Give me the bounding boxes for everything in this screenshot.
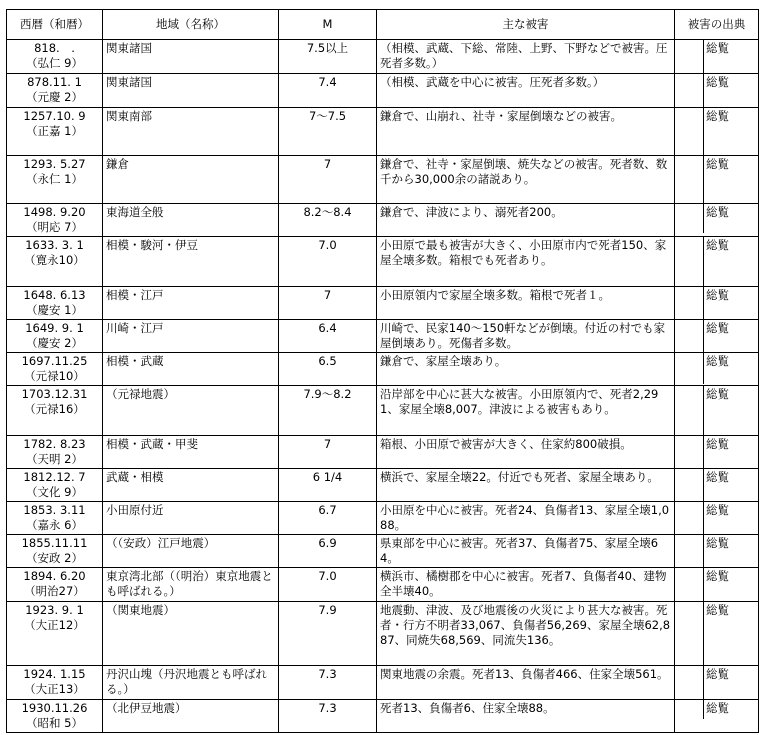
earthquake-table-container	[6, 9, 759, 733]
source-cell-inner	[675, 74, 758, 107]
source-label: 総覧	[706, 354, 729, 368]
cell-era: （元禄16）	[24, 402, 85, 416]
cell-year	[7, 40, 103, 74]
cell-year	[7, 436, 103, 469]
cell-source	[675, 386, 759, 436]
source-label: 総覧	[706, 205, 729, 219]
source-label: 総覧	[706, 701, 729, 715]
cell-source	[675, 40, 759, 74]
cell-magnitude: 6.7	[279, 502, 377, 535]
cell-year	[7, 108, 103, 156]
source-label: 総覧	[706, 109, 729, 123]
source-label: 総覧	[706, 387, 729, 401]
cell-damage: 鎌倉で、社寺・家屋倒壊、焼失などの被害。死者数、数千から30,000余の諸説あり。	[377, 156, 675, 204]
table-row	[7, 237, 759, 287]
cell-year	[7, 320, 103, 353]
cell-region: （北伊豆地震）	[103, 700, 279, 733]
source-cell-inner	[675, 156, 758, 203]
cell-magnitude: 7	[279, 287, 377, 320]
source-cell-inner	[675, 386, 758, 435]
source-divider	[675, 568, 704, 601]
cell-magnitude: 6.9	[279, 535, 377, 568]
cell-date: 1782. 8.23	[23, 437, 86, 451]
cell-region: 相模・江戸	[103, 287, 279, 320]
cell-date: 1257.10. 9	[23, 109, 86, 123]
cell-source	[675, 237, 759, 287]
source-cell-inner	[675, 204, 758, 233]
source-cell-inner	[675, 568, 758, 601]
cell-date: 1924. 1.15	[23, 667, 86, 681]
cell-damage: 小田原を中心に被害。死者24、負傷者13、家屋全壊1,088。	[377, 502, 675, 535]
cell-year	[7, 602, 103, 666]
cell-magnitude: 6.4	[279, 320, 377, 353]
cell-era: （天明 2）	[26, 452, 83, 466]
table-row	[7, 353, 759, 386]
cell-region: 相模・駿河・伊豆	[103, 237, 279, 287]
cell-era: （明治27）	[24, 584, 85, 598]
cell-damage: （相模、武蔵を中心に被害。圧死者多数。）	[377, 74, 675, 108]
source-divider	[675, 386, 704, 435]
cell-region: 鎌倉	[103, 156, 279, 204]
cell-source	[675, 74, 759, 108]
cell-date: 1894. 6.20	[23, 569, 86, 583]
cell-damage: 鎌倉で、津波により、溺死者200。	[377, 204, 675, 237]
cell-date: 1498. 9.20	[23, 205, 86, 219]
source-divider	[675, 436, 704, 468]
cell-source	[675, 602, 759, 666]
cell-year	[7, 666, 103, 700]
source-label: 総覧	[706, 288, 729, 302]
table-row	[7, 502, 759, 535]
cell-damage: 鎌倉で、家屋全壊あり。	[377, 353, 675, 386]
cell-source	[675, 535, 759, 568]
earthquake-damage-table	[6, 9, 759, 733]
cell-year	[7, 386, 103, 436]
cell-era: （大正12）	[24, 618, 85, 632]
table-row	[7, 386, 759, 436]
cell-region: 関東諸国	[103, 40, 279, 74]
cell-magnitude: 7.4	[279, 74, 377, 108]
cell-magnitude: 8.2～8.4	[279, 204, 377, 237]
source-divider	[675, 108, 704, 155]
cell-source	[675, 502, 759, 535]
cell-region: 川崎・江戸	[103, 320, 279, 353]
cell-era: （大正13）	[24, 682, 85, 696]
source-label: 総覧	[706, 157, 729, 171]
source-cell-inner	[675, 108, 758, 155]
source-cell-inner	[675, 602, 758, 665]
cell-region: 小田原付近	[103, 502, 279, 535]
table-row	[7, 320, 759, 353]
cell-damage: 横浜市、橘樹郡を中心に被害。死者7、負傷者40、建物全半壊40。	[377, 568, 675, 602]
cell-damage: 鎌倉で、山崩れ、社寺・家屋倒壊などの被害。	[377, 108, 675, 156]
header-magnitude: M	[279, 10, 377, 40]
cell-source	[675, 320, 759, 353]
cell-damage: 地震動、津波、及び地震後の火災により甚大な被害。死者・行方不明者33,067、負傷者56,269、家屋全壊62,887、同焼失68,569、同流失136。	[377, 602, 675, 666]
table-row	[7, 108, 759, 156]
source-divider	[675, 320, 704, 352]
header-region: 地域（名称）	[103, 10, 279, 40]
cell-date: 1812.12. 7	[23, 470, 86, 484]
cell-era: （文化 9）	[26, 485, 83, 499]
table-row	[7, 602, 759, 666]
cell-source	[675, 287, 759, 320]
cell-year	[7, 156, 103, 204]
source-label: 総覧	[706, 238, 729, 252]
cell-damage: 関東地震の余震。死者13、負傷者466、住家全壊561。	[377, 666, 675, 700]
cell-region: 丹沢山塊（丹沢地震とも呼ばれる。）	[103, 666, 279, 700]
cell-year	[7, 353, 103, 386]
source-divider	[675, 700, 704, 719]
source-label: 総覧	[706, 603, 729, 617]
cell-era: （慶安 2）	[26, 336, 83, 350]
cell-damage: 沿岸部を中心に甚大な被害。小田原領内で、死者2,291、家屋全壊8,007。津波による被害もあり。	[377, 386, 675, 436]
source-cell-inner	[675, 436, 758, 468]
cell-source	[675, 108, 759, 156]
source-label: 総覧	[706, 437, 729, 451]
header-year: 西暦（和暦）	[7, 10, 103, 40]
cell-region: 相模・武蔵	[103, 353, 279, 386]
source-divider	[675, 156, 704, 203]
table-row	[7, 287, 759, 320]
cell-magnitude: 6 1/4	[279, 469, 377, 502]
cell-era: （嘉永 6）	[26, 518, 83, 532]
source-divider	[675, 502, 704, 534]
source-label: 総覧	[706, 503, 729, 517]
table-row	[7, 568, 759, 602]
header-damage: 主な被害	[377, 10, 675, 40]
cell-source	[675, 666, 759, 700]
cell-year	[7, 700, 103, 733]
cell-region: （元禄地震）	[103, 386, 279, 436]
cell-source	[675, 700, 759, 733]
source-label: 総覧	[706, 536, 729, 550]
table-header-row	[7, 10, 759, 40]
cell-date: 1633. 3. 1	[25, 238, 84, 252]
cell-source	[675, 469, 759, 502]
cell-era: （永仁 1）	[26, 172, 83, 186]
cell-magnitude: 7.9～8.2	[279, 386, 377, 436]
cell-magnitude: 7～7.5	[279, 108, 377, 156]
cell-year	[7, 287, 103, 320]
source-divider	[675, 237, 704, 286]
cell-source	[675, 204, 759, 237]
source-divider	[675, 204, 704, 233]
table-row	[7, 666, 759, 700]
source-cell-inner	[675, 469, 758, 501]
source-label: 総覧	[706, 470, 729, 484]
cell-date: 1855.11.11	[21, 536, 88, 550]
source-divider	[675, 666, 704, 699]
cell-year	[7, 237, 103, 287]
table-row	[7, 156, 759, 204]
cell-magnitude: 7.5以上	[279, 40, 377, 74]
cell-source	[675, 568, 759, 602]
cell-magnitude: 7.9	[279, 602, 377, 666]
cell-damage: 箱根、小田原で被害が大きく、住家約800破損。	[377, 436, 675, 469]
cell-magnitude: 7	[279, 436, 377, 469]
source-cell-inner	[675, 666, 758, 699]
cell-era: （弘仁 9）	[26, 56, 83, 70]
cell-region: 関東南部	[103, 108, 279, 156]
source-divider	[675, 74, 704, 107]
source-divider	[675, 40, 704, 73]
cell-date: 1703.12.31	[21, 387, 88, 401]
source-label: 総覧	[706, 569, 729, 583]
source-cell-inner	[675, 700, 758, 719]
source-cell-inner	[675, 237, 758, 286]
cell-era: （安政 2）	[26, 551, 83, 565]
source-cell-inner	[675, 40, 758, 73]
cell-source	[675, 436, 759, 469]
source-cell-inner	[675, 320, 758, 352]
cell-era: （寛永10）	[24, 253, 85, 267]
source-divider	[675, 535, 704, 567]
source-label: 総覧	[706, 667, 729, 681]
cell-date: 878.11. 1	[27, 75, 82, 89]
cell-year	[7, 204, 103, 237]
cell-date: 818. .	[34, 41, 75, 55]
source-divider	[675, 602, 704, 665]
cell-region: 東海道全般	[103, 204, 279, 237]
cell-damage: 川崎で、民家140～150軒などが倒壊。付近の村でも家屋倒壊あり。死傷者多数。	[377, 320, 675, 353]
source-cell-inner	[675, 287, 758, 319]
cell-year	[7, 74, 103, 108]
cell-era: （元禄10）	[24, 369, 85, 383]
cell-magnitude: 7.3	[279, 700, 377, 733]
cell-date: 1293. 5.27	[23, 157, 86, 171]
cell-damage: 小田原で最も被害が大きく、小田原市内で死者150、家屋全壊多数。箱根でも死者あり。	[377, 237, 675, 287]
cell-year	[7, 535, 103, 568]
source-label: 総覧	[706, 321, 729, 335]
cell-date: 1649. 9. 1	[25, 321, 84, 335]
cell-year	[7, 568, 103, 602]
source-divider	[675, 353, 704, 384]
cell-damage: 小田原領内で家屋全壊多数。箱根で死者１。	[377, 287, 675, 320]
cell-magnitude: 7	[279, 156, 377, 204]
cell-era: （慶安 1）	[26, 303, 83, 317]
cell-damage: 死者13、負傷者6、住家全壊88。	[377, 700, 675, 733]
table-row	[7, 700, 759, 733]
cell-region: （関東地震）	[103, 602, 279, 666]
cell-magnitude: 7.0	[279, 568, 377, 602]
cell-date: 1923. 9. 1	[25, 603, 84, 617]
table-row	[7, 469, 759, 502]
cell-era: （明応 7）	[26, 220, 83, 234]
cell-date: 1930.11.26	[21, 701, 88, 715]
source-divider	[675, 469, 704, 501]
cell-damage: 横浜で、家屋全壊22。付近でも死者、家屋全壊あり。	[377, 469, 675, 502]
cell-region: 相模・武蔵・甲斐	[103, 436, 279, 469]
cell-era: （正嘉 1）	[26, 124, 83, 138]
cell-region: 東京湾北部（（明治）東京地震とも呼ばれる。）	[103, 568, 279, 602]
cell-region: 関東諸国	[103, 74, 279, 108]
cell-year	[7, 469, 103, 502]
cell-region: 武蔵・相模	[103, 469, 279, 502]
cell-damage: （相模、武蔵、下総、常陸、上野、下野などで被害。圧死者多数。）	[377, 40, 675, 74]
table-row	[7, 204, 759, 237]
cell-magnitude: 7.3	[279, 666, 377, 700]
source-cell-inner	[675, 353, 758, 384]
table-row	[7, 535, 759, 568]
source-cell-inner	[675, 502, 758, 534]
cell-date: 1697.11.25	[21, 354, 88, 368]
cell-source	[675, 353, 759, 386]
cell-era: （昭和 5）	[26, 716, 83, 730]
cell-region: （（安政）江戸地震）	[103, 535, 279, 568]
table-row	[7, 40, 759, 74]
cell-magnitude: 7.0	[279, 237, 377, 287]
cell-source	[675, 156, 759, 204]
source-label: 総覧	[706, 41, 729, 55]
table-row	[7, 74, 759, 108]
header-source: 被害の出典	[675, 10, 759, 40]
source-cell-inner	[675, 535, 758, 567]
source-label: 総覧	[706, 75, 729, 89]
cell-magnitude: 6.5	[279, 353, 377, 386]
cell-era: （元慶 2）	[26, 90, 83, 104]
cell-date: 1853. 3.11	[23, 503, 86, 517]
table-row	[7, 436, 759, 469]
cell-year	[7, 502, 103, 535]
source-divider	[675, 287, 704, 319]
cell-date: 1648. 6.13	[23, 288, 86, 302]
table-body	[7, 40, 759, 733]
cell-damage: 県東部を中心に被害。死者37、負傷者75、家屋全壊64。	[377, 535, 675, 568]
